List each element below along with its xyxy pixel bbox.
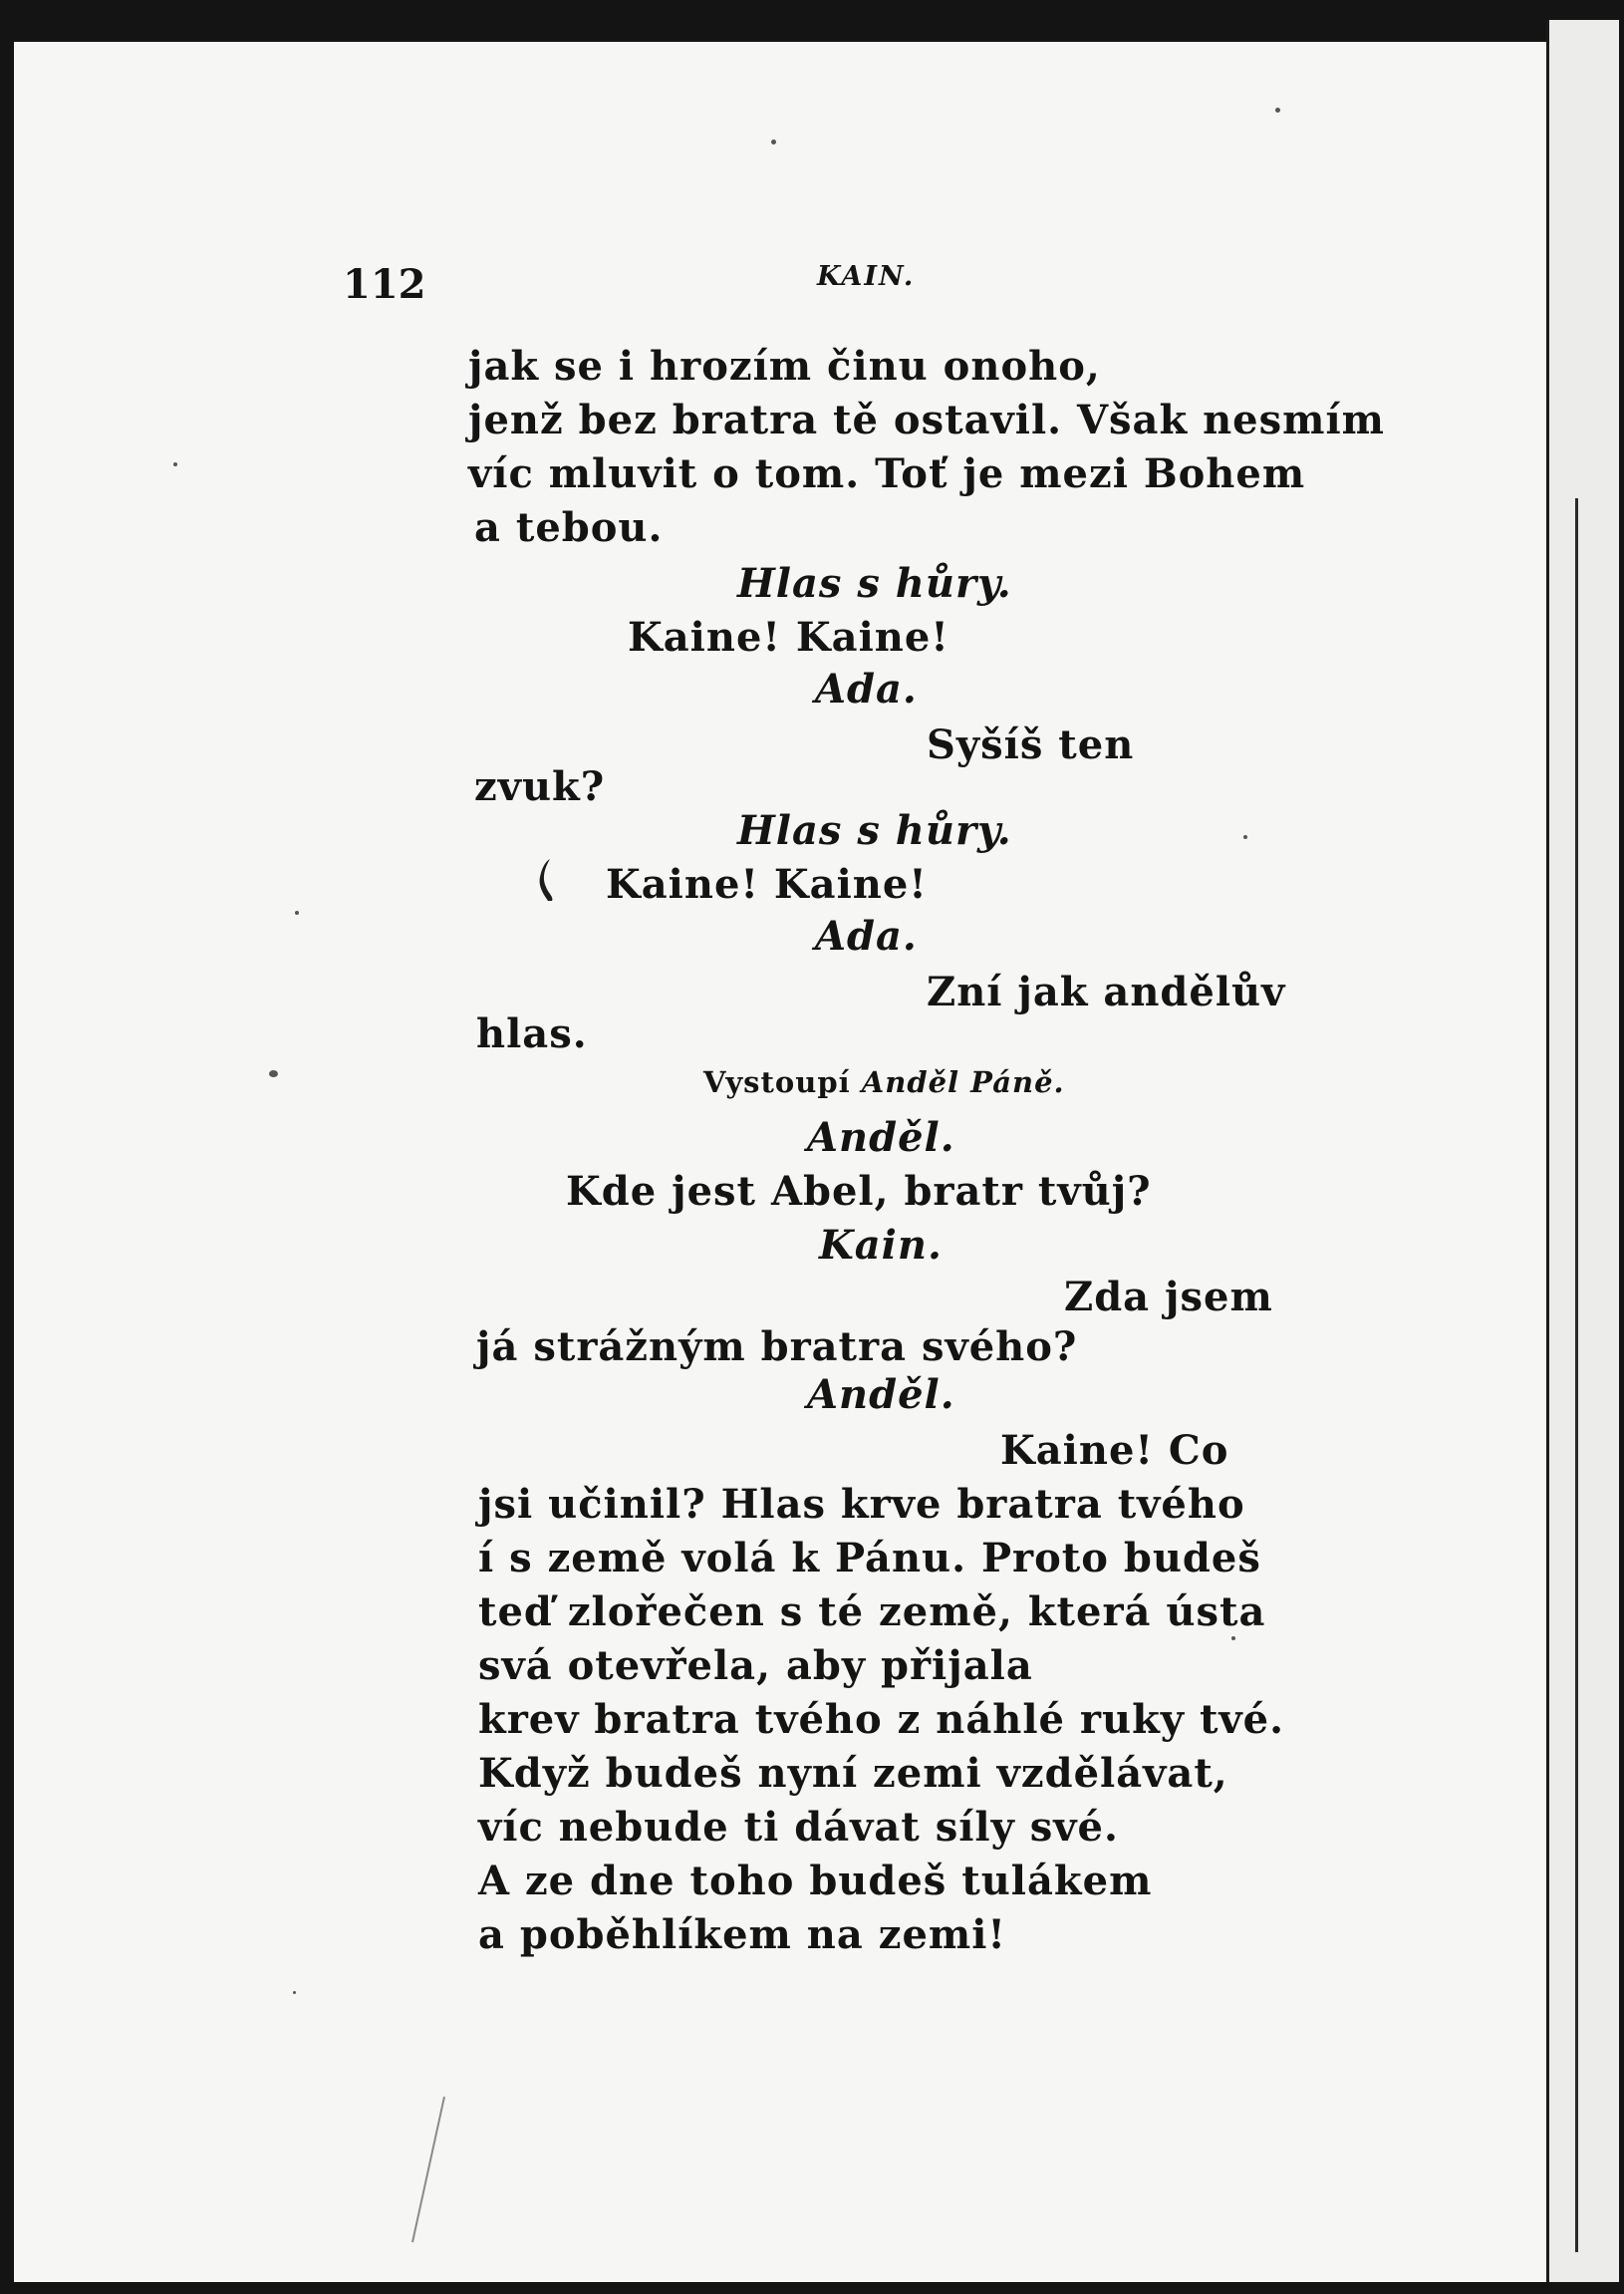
speaker-heading: Anděl. [807,1114,955,1161]
text-line: í s země volá k Pánu. Proto budeš [478,1535,1261,1581]
speaker-heading: Hlas s hůry. [737,560,1012,607]
page-edge-line [1575,498,1578,2252]
speaker-heading: Ada. [815,913,918,960]
text-line: já strážným bratra svého? [476,1323,1078,1370]
text-line: Syšíš ten [927,721,1135,768]
text-line: jsi učinil? Hlas krve bratra tvého [478,1481,1245,1528]
dust-speck [1275,108,1280,113]
text-line: Kde jest Abel, bratr tvůj? [566,1168,1152,1215]
text-line: Zda jsem [1064,1274,1273,1320]
text-line: svá otevřela, aby přijala [478,1642,1033,1689]
dust-speck [1231,1636,1235,1640]
dust-speck [293,1991,296,1994]
text-line: A ze dne toho budeš tulákem [478,1858,1153,1904]
dust-speck [173,462,177,466]
adjacent-page-edge [1546,20,1619,2282]
running-title: KAIN. [817,261,916,292]
speaker-heading: Kain. [819,1222,943,1269]
speaker-heading: Anděl. [807,1371,955,1418]
text-line: krev bratra tvého z náhlé ruky tvé. [478,1696,1285,1743]
text-line: Kaine! Co [1000,1427,1229,1474]
book-page [14,42,1546,2282]
text-line: jak se i hrozím činu onoho, [468,343,1101,390]
text-line: víc nebude ti dávat síly své. [478,1804,1119,1851]
ink-smudge [536,855,560,903]
dust-speck [295,911,299,915]
text-line: a poběhlíkem na zemi! [478,1911,1006,1958]
text-line: teď zlořečen s té země, která ústa [478,1588,1266,1635]
stage-direction [703,1065,1065,1099]
text-line: Kaine! Kaine! [628,614,949,661]
dust-speck [771,140,776,144]
speaker-heading: Ada. [815,666,918,713]
text-line: a tebou. [474,504,664,551]
text-line: víc mluvit o tom. Toť je mezi Bohem [468,450,1306,497]
stage-direction-verb: Vystoupí [703,1065,851,1099]
text-line: Když budeš nyní zemi vzdělávat, [478,1750,1228,1797]
text-line: Kaine! Kaine! [606,861,928,908]
text-line: zvuk? [474,763,606,810]
page-number: 112 [343,261,426,308]
text-line: Zní jak andělův [927,969,1286,1015]
dust-speck [269,1070,278,1077]
dust-speck [1243,835,1247,839]
speaker-heading: Hlas s hůry. [737,807,1012,854]
text-line: hlas. [476,1010,588,1057]
stage-direction-character: Anděl Páně. [861,1065,1065,1099]
text-line: jenž bez bratra tě ostavil. Však nesmím [468,397,1385,443]
paper-scratch [408,2095,448,2244]
